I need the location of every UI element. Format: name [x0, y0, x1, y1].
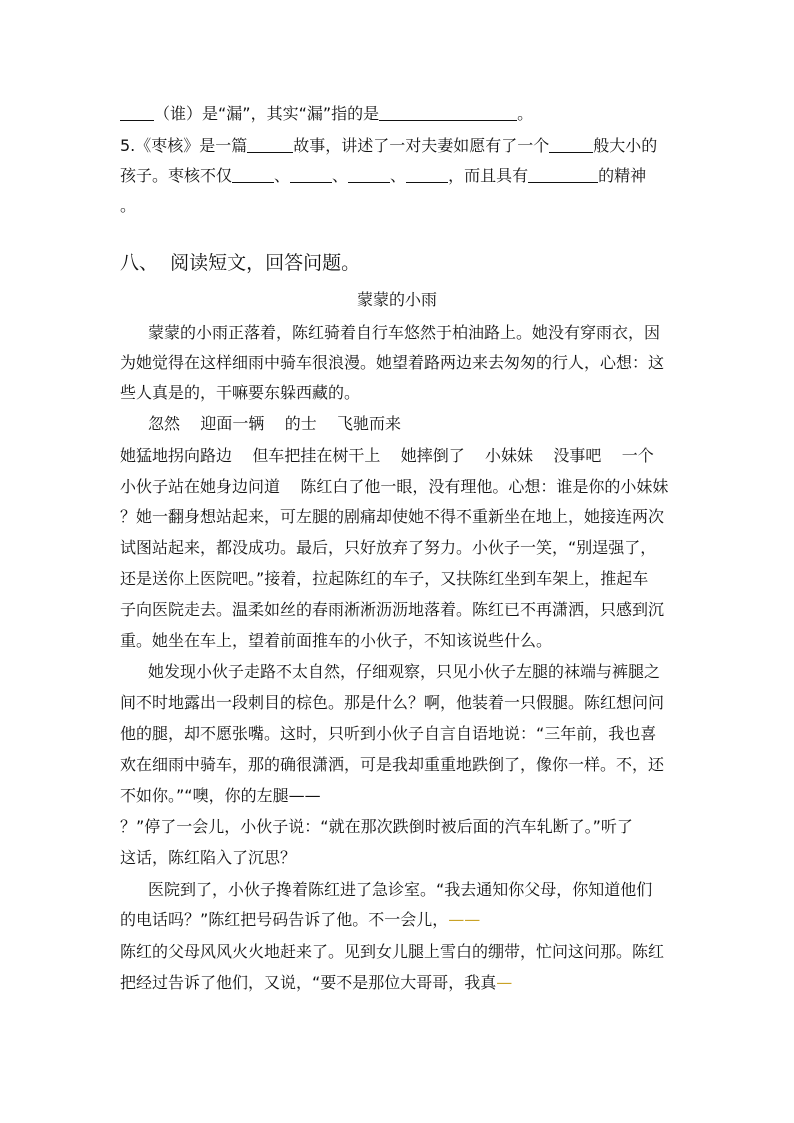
passage-line: 这话，陈红陷入了沉思？ — [120, 848, 297, 867]
answer-blank[interactable] — [120, 104, 154, 121]
passage-line: 把经过告诉了他们，又说，“要不是那位大哥哥，我真— — [120, 973, 513, 992]
answer-blank[interactable] — [232, 166, 274, 183]
section-heading: 八、 阅读短文，回答问题。 — [120, 252, 361, 274]
passage-line: 她猛地拐向路边 但车把挂在树干上 她摔倒了 小妹妹 没事吧 一个 — [120, 446, 654, 465]
passage-line: 他的腿，却不愿张嘴。这时，只听到小伙子自言自语地说：“三年前，我也喜 — [120, 724, 657, 743]
passage-line: ？她一翻身想站起来，可左腿的剧痛却使她不得不重新坐在地上，她接连两次 — [120, 507, 665, 526]
question-5-line-3: 。 — [120, 196, 137, 215]
passage-line: 忽然 迎面一辆 的士 飞驰而来 — [148, 414, 402, 433]
answer-blank[interactable] — [549, 136, 593, 153]
passage-line: 陈红的父母风风火火地赶来了。见到女儿腿上雪白的绷带，忙问这问那。陈红 — [120, 942, 665, 961]
passage-line: ？”停了一会儿，小伙子说：“就在那次跌倒时被后面的汽车轧断了。”听了 — [120, 817, 633, 836]
passage-line: 她发现小伙子走路不太自然，仔细观察，只见小伙子左腿的袜端与裤腿之 — [148, 662, 661, 681]
passage-title: 蒙蒙的小雨 — [356, 290, 437, 309]
passage-line: 还是送你上医院吧。”接着，拉起陈红的车子，又扶陈红坐到车架上，推起车 — [120, 569, 649, 588]
passage-line: 医院到了，小伙子搀着陈红进了急诊室。“我去通知你父母，你知道他们 — [148, 880, 653, 899]
passage-line: 欢在细雨中骑车，那的确很潇洒，可是我却重重地跌倒了，像你一样。不，还 — [120, 755, 665, 774]
answer-blank[interactable] — [379, 104, 517, 121]
highlighted-dash: —— — [448, 910, 481, 929]
answer-blank[interactable] — [528, 166, 598, 183]
question-5-line-2: 孩子。枣核不仅 、 、 、 ，而且具有 的精神 — [120, 166, 647, 185]
answer-blank[interactable] — [348, 166, 390, 183]
answer-blank[interactable] — [406, 166, 448, 183]
passage-line: 子向医院走去。温柔如丝的春雨淅淅沥沥地落着。陈红已不再潇洒，只感到沉 — [120, 600, 665, 619]
question-4-tail: （谁）是“漏”，其实“漏”指的是 。 — [120, 104, 680, 124]
passage-line: 小伙子站在她身边问道 陈红白了他一眼，没有理他。心想：谁是你的小妹妹 — [120, 477, 669, 496]
passage-line: 的电话吗？”陈红把号码告诉了他。不一会儿，—— — [120, 910, 481, 929]
answer-blank[interactable] — [247, 136, 293, 153]
passage-line: 不如你。”“噢，你的左腿—— — [120, 786, 321, 805]
passage-line: 试图站起来，都没成功。最后，只好放弃了努力。小伙子一笑，“别逞强了， — [120, 538, 657, 557]
passage-line: 间不时地露出一段刺目的棕色。那是什么？啊，他装着一只假腿。陈红想问问 — [120, 693, 665, 712]
passage-line: 蒙蒙的小雨正落着，陈红骑着自行车悠然于柏油路上。她没有穿雨衣，因 — [148, 323, 661, 342]
passage-line: 重。她坐在车上，望着前面推车的小伙子，不知该说些什么。 — [120, 631, 553, 650]
question-5-line-1: 5.《枣核》是一篇 故事，讲述了一对夫妻如愿有了一个 般大小的 — [120, 136, 658, 155]
answer-blank[interactable] — [290, 166, 332, 183]
highlighted-dash: — — [496, 973, 513, 992]
passage-line: 为她觉得在这样细雨中骑车很浪漫。她望着路两边来去匆匆的行人，心想：这 — [120, 353, 665, 372]
passage-line: 些人真是的，干嘛要东躲西藏的。 — [120, 383, 361, 402]
